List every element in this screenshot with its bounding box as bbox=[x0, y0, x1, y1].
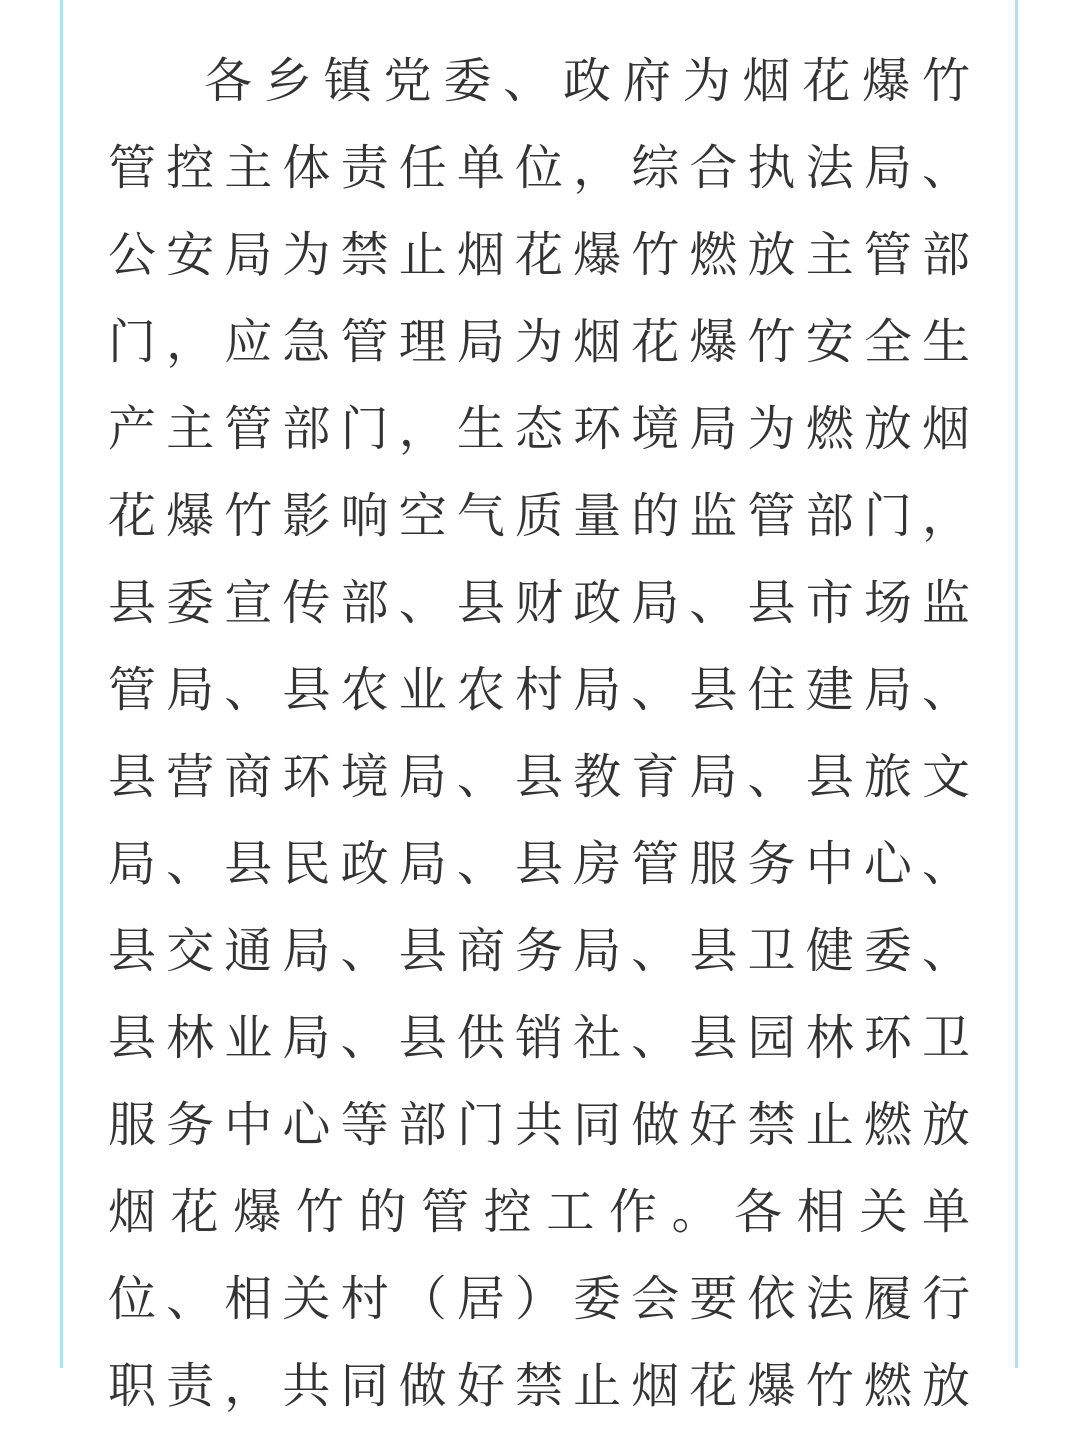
paragraph-line: 管局、县农业农村局、县住建局、 bbox=[108, 662, 970, 718]
paragraph-line: 位、相关村（居）委会要依法履行 bbox=[108, 1271, 970, 1327]
paragraph-line: 公安局为禁止烟花爆竹燃放主管部 bbox=[108, 227, 970, 283]
paragraph-line: 管控主体责任单位，综合执法局、 bbox=[108, 140, 970, 196]
left-frame-border bbox=[60, 0, 63, 1368]
paragraph-line: 各乡镇党委、政府为烟花爆竹 bbox=[204, 53, 970, 109]
paragraph-line: 烟花爆竹的管控工作。各相关单 bbox=[108, 1184, 970, 1240]
paragraph-line: 局、县民政局、县房管服务中心、 bbox=[108, 836, 970, 892]
paragraph-line: 服务中心等部门共同做好禁止燃放 bbox=[108, 1097, 970, 1153]
paragraph-line: 产主管部门，生态环境局为燃放烟 bbox=[108, 401, 970, 457]
right-frame-border bbox=[1015, 0, 1018, 1368]
article-body bbox=[108, 38, 970, 1430]
paragraph-line: 花爆竹影响空气质量的监管部门， bbox=[108, 488, 970, 544]
paragraph-line: 县营商环境局、县教育局、县旅文 bbox=[108, 749, 970, 805]
paragraph-line: 职责，共同做好禁止烟花爆竹燃放 bbox=[108, 1358, 970, 1414]
paragraph-line: 门，应急管理局为烟花爆竹安全生 bbox=[108, 314, 970, 370]
paragraph-line: 县林业局、县供销社、县园林环卫 bbox=[108, 1010, 970, 1066]
paragraph-line: 县委宣传部、县财政局、县市场监 bbox=[108, 575, 970, 631]
paragraph-line: 县交通局、县商务局、县卫健委、 bbox=[108, 923, 970, 979]
